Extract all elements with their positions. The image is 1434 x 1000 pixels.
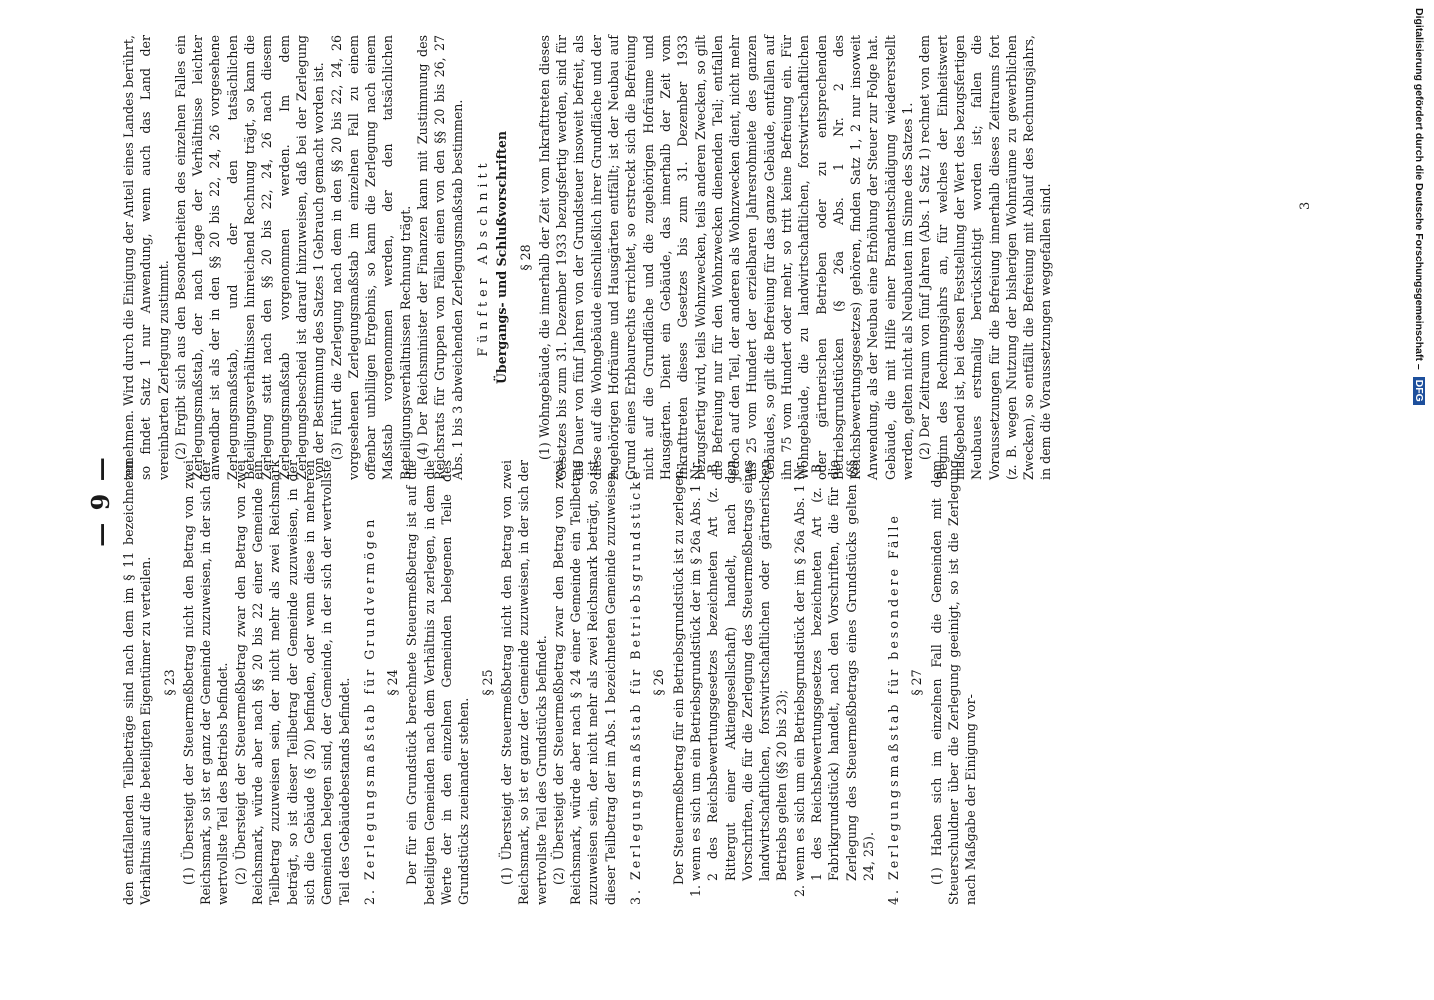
footer-page-number: 3: [1298, 201, 1313, 210]
credit-text: Digitalisierung gefördert durch die Deutsche Forschungsgemeinschaft –: [1413, 8, 1425, 370]
paragraph: (2) Der Zeitraum von fünf Jahren (Abs. 1 Satz 1) rechnet von dem Beginn des Rechnungsjahrs an, für welches der Einheitswert maßgebend ist, bei dessen Feststellung der Wert des bezugsfertigen Neubaues erstmalig berücksichtigt worden ist; fallen die Voraussetzungen für die Befreiung innerhalb dieses Zeitraums fort (z. B. wegen Nutzung der bisherigen Wohnräume zu gewerblichen Zwecken), so entfällt die Befreiung mit Ablauf des Rechnungsjahrs, in dem die Voraussetzungen weggefallen sind.: [917, 35, 1054, 480]
paragraph: (2) Übersteigt der Steuermeßbetrag zwar den Betrag von zwei Reichsmark, würde aber nach § 24 einer Gemeinde ein Teilbetrag zuzuweisen sein, der nicht mehr als zwei Reichsmark beträgt, so ist dieser Teilbetrag der im Abs. 1 bezeichneten Gemeinde zuzuweisen.: [550, 460, 618, 905]
subsection-heading: 4. Zerlegungsmaßstab für besondere Fälle: [886, 513, 902, 905]
numbered-list: [687, 460, 877, 905]
list-item: 1. wenn es sich um ein Betriebsgrundstück der im § 26a Abs. 1 Nr. 2 des Reichsbewertungsgesetzes bezeichneten Art (z. B. Rittergut einer Aktiengesellschaft) handelt, nach den Vorschriften, die für die Zerlegung des Steuermeßbetrags eines landwirtschaftlichen, forstwirtschaftlichen oder gärtnerischen Betriebs gelten (§§ 20 bis 23);: [687, 460, 791, 881]
page-number: — 9 —: [86, 455, 115, 547]
dfg-credit-strip: [1413, 8, 1425, 992]
list-item: 2. wenn es sich um ein Betriebsgrundstück der im § 26a Abs. 1 Nr. 1 des Reichsbewertungsgesetzes bezeichneten Art (z. B. Fabrikgrundstück) handelt, nach den Vorschriften, die für die Zerlegung des Steuermeßbetrags eines Grundstücks gelten (§§ 24, 25).: [791, 460, 877, 881]
paragraph: (3) Führt die Zerlegung nach dem in den §§ 20 bis 22, 24, 26 vorgesehenen Zerlegungsmaßstab im einzelnen Fall zu einem offenbar unbilligen Ergebnis, so kann die Zerlegung nach einem Maßstab vorgenommen werden, der den tatsächlichen Beteiligungsverhältnissen Rechnung trägt.: [328, 35, 413, 480]
paragraph: den entfallenden Teilbeträge sind nach dem im § 11 bezeichneten Verhältnis auf die beteiligten Eigentümer zu verteilen.: [121, 460, 154, 905]
section-heading: § 28: [517, 244, 533, 271]
section-heading: § 26: [651, 669, 667, 696]
chapter-heading: Fünfter Abschnitt: [474, 158, 490, 357]
subsection-heading: 3. Zerlegungsmaßstab für Betriebsgrundstücke: [628, 468, 644, 905]
chapter-subtitle: Übergangs- und Schlußvorschriften: [494, 130, 510, 385]
section-heading: § 23: [161, 669, 177, 696]
section-heading: § 24: [385, 669, 401, 696]
paragraph: Der Steuermeßbetrag für ein Betriebsgrundstück ist zu zerlegen:: [670, 466, 686, 885]
paragraph: (1) Wohngebäude, die innerhalb der Zeit vom Inkrafttreten dieses Gesetzes bis zum 31. Dezember 1933 bezugsfertig werden, sind für die Dauer von fünf Jahren von der Grundsteuer insoweit befreit, als diese auf die Wohngebäude einschließlich ihrer Grundfläche und der zugehörigen Hofräume und Hausgärten entfällt; ist der Neubau auf Grund eines Erbbaurechts errichtet, so erstreckt sich die Befreiung nicht auf die Grundfläche und die zugehörigen Hofräume und Hausgärten. Dient ein Gebäude, das innerhalb der Zeit vom Inkrafttreten dieses Gesetzes bis zum 31. Dezember 1933 bezugsfertig wird, teils Wohnzwecken, teils anderen Zwecken, so gilt die Befreiung nur für den Wohnzwecken dienenden Teil; entfallen jedoch auf den Teil, der anderen als Wohnzwecken dient, nicht mehr als 25 vom Hundert der erzielbaren Jahresrohmiete des ganzen Gebäudes, so gilt die Befreiung für das ganze Gebäude, entfallen auf ihn 75 vom Hundert oder mehr, so tritt keine Befreiung ein. Für Wohngebäude, die zu landwirtschaftlichen, forstwirtschaftlichen oder gärtnerischen Betrieben oder zu entsprechenden Betriebsgrundstücken (§ 26a Abs. 1 Nr. 2 des Reichsbewertungsgesetzes) gehören, finden Satz 1, 2 nur insoweit Anwendung, als der Neubau eine Erhöhung der Steuer zur Folge hat. Gebäude, die mit Hilfe einer Brandentschädigung wiedererstellt werden, gelten nicht als Neubauten im Sinne des Satzes 1.: [536, 35, 916, 480]
section-heading: § 25: [479, 669, 495, 696]
paragraph: (1) Haben sich im einzelnen Fall die Gemeinden mit dem Steuerschuldner über die Zerlegung geeinigt, so ist die Zerlegung nach Maßgabe der Einigung vor-: [928, 460, 979, 905]
paragraph: (1) Übersteigt der Steuermeßbetrag nicht den Betrag von zwei Reichsmark, so ist er ganz der Gemeinde zuzuweisen, in der sich der wertvollste Teil des Grundstücks befindet.: [498, 460, 549, 905]
paragraph: (1) Übersteigt der Steuermeßbetrag nicht den Betrag von zwei Reichsmark, so ist er ganz der Gemeinde zuzuweisen, in der sich der wertvollste Teil des Betriebs befindet.: [180, 460, 231, 905]
paragraph: (2) Übersteigt der Steuermeßbetrag zwar den Betrag von zwei Reichsmark, würde aber nach §§ 20 bis 22 einer Gemeinde ein Teilbetrag zuzuweisen sein, der nicht mehr als zwei Reichsmark beträgt, so ist dieser Teilbetrag der Gemeinde zuzuweisen, in der sich die Gebäude (§ 20) befinden, oder wenn diese in mehreren Gemeinden belegen sind, der Gemeinde, in der sich der wertvollste Teil des Gebäudebestands befindet.: [232, 460, 352, 905]
subsection-heading: 2. Zerlegungsmaßstab für Grundvermögen: [361, 516, 377, 905]
paragraph: (2) Ergibt sich aus den Besonderheiten des einzelnen Falles ein Zerlegungsmaßstab, der nach Lage der Verhältnisse leichter anwendbar ist als der in den §§ 20 bis 22, 24, 26 vorgesehene Zerlegungsmaßstab, und der den tatsächlichen Beteiligungsverhältnissen hinreichend Rechnung trägt, so kann die Zerlegung statt nach den §§ 20 bis 22, 24, 26 nach diesem Zerlegungsmaßstab vorgenommen werden. Im dem Zerlegungsbescheid ist darauf hinzuweisen, daß bei der Zerlegung von der Bestimmung des Satzes 1 Gebrauch gemacht worden ist.: [172, 35, 327, 480]
dfg-logo: DFG: [1413, 377, 1425, 405]
right-column: [120, 35, 1055, 480]
left-column: [120, 460, 980, 905]
section-heading: § 27: [909, 669, 925, 696]
paragraph: (4) Der Reichsminister der Finanzen kann mit Zustimmung des Reichsrats für Gruppen von Fällen einen von den §§ 20 bis 26, 27 Abs. 1 bis 3 abweichenden Zerlegungsmaßstab bestimmen.: [415, 35, 465, 480]
paragraph: Der für ein Grundstück berechnete Steuermeßbetrag ist auf die beteiligten Gemeinden nach dem Verhältnis zu zerlegen, in dem die Werte der in den einzelnen Gemeinden belegenen Teile des Grundstücks zueinander stehen.: [404, 460, 472, 905]
paragraph: zunehmen. Wird durch die Einigung der Anteil eines Landes berührt, so findet Satz 1 nur Anwendung, wenn auch das Land der vereinbarten Zerlegung zustimmt.: [121, 35, 171, 480]
